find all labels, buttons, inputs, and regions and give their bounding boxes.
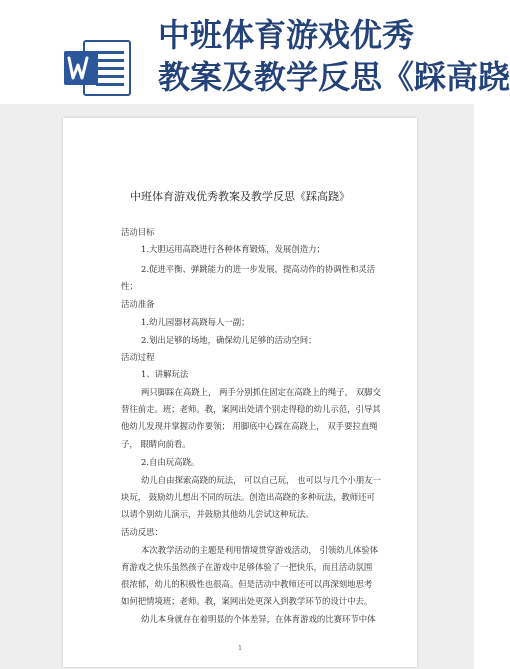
document-banner (0, 0, 510, 110)
paragraph-line: 替往前走。班；老师。教，案网出处请个别走得稳的幼儿示范，引导其 (121, 404, 381, 414)
section-heading-preparation: 活动准备 (121, 299, 155, 309)
paragraph-line: 1.幼儿园器材高跷每人一副； (141, 317, 250, 327)
page-number: 1 (238, 645, 242, 652)
banner-title (158, 14, 510, 104)
section-heading-goals: 活动目标 (121, 227, 155, 237)
paragraph-line: 以请个别幼儿演示，并鼓励其他幼儿尝试这种玩法。 (121, 509, 314, 519)
paragraph-line: 如何把情境班；老师。教，案网出处更深入到教学环节的设计中去。 (121, 596, 373, 606)
paragraph-line: 2.促进平衡、弹跳能力的进一步发展，提高动作的协调性和灵活 (141, 264, 376, 274)
document-title: 中班体育游戏优秀教案及教学反思《踩高跷》 (130, 190, 350, 203)
banner-title-line-2: 教案及教学反思《踩高跷 (158, 58, 510, 96)
subheading-line: 2.自由玩高跷。 (141, 457, 200, 467)
paragraph-line: 子， 眼睛向前看。 (121, 439, 191, 449)
paragraph-line: 很浓郁，幼儿的积极性也很高。但是活动中教师还可以再深刻地思考 (121, 579, 373, 589)
subheading-line: 1、讲解玩法 (141, 369, 189, 379)
word-document-icon (62, 38, 134, 98)
paragraph-line: 2.划出足够的场地，确保幼儿足够的活动空间； (141, 335, 317, 345)
paragraph-line: 块玩， 鼓励幼儿想出不同的玩法。创造出高跷的多种玩法，教师还可 (121, 492, 375, 502)
paragraph-line: 幼儿自由探索高跷的玩法， 可以自己玩， 也可以与几个小朋友一 (141, 475, 381, 485)
paragraph-line: 幼儿本身就存在着明显的个体差异，在体育游戏的比赛环节中体 (141, 614, 376, 624)
paragraph-line: 育游戏之快乐虽然孩子在游戏中足够体验了一把快乐，而且活动氛围 (121, 562, 373, 572)
section-heading-process: 活动过程 (121, 352, 155, 362)
paragraph-line: 他幼儿发现并掌握动作要领； 用脚底中心踩在高跷上， 双手要拉直绳 (121, 421, 378, 431)
section-heading-reflection: 活动反思： (121, 527, 163, 537)
paragraph-line: 1.大胆运用高跷进行各种体育锻炼，发展创造力； (141, 244, 325, 254)
paragraph-line: 本次教学活动的主题是利用情境贯穿游戏活动， 引领幼儿体验体 (141, 545, 379, 555)
paragraph-line: 性； (121, 281, 138, 291)
document-page (63, 118, 417, 667)
paragraph-line: 两只脚踩在高跷上， 两手分别抓住固定在高跷上的绳子， 双脚交 (141, 387, 381, 397)
banner-title-line-1: 中班体育游戏优秀 (158, 16, 415, 54)
